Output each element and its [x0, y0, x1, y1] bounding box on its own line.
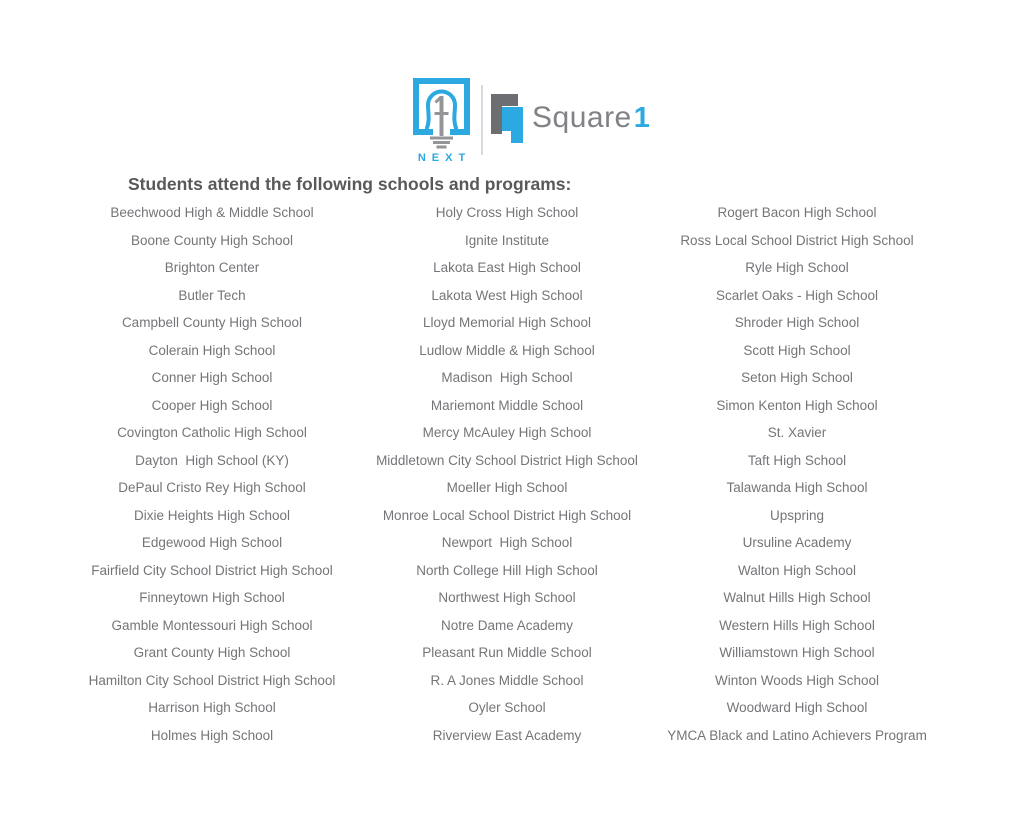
logo-divider: [481, 85, 483, 155]
school-item: Ignite Institute: [464, 232, 550, 248]
square1-icon-blue-part: [502, 107, 523, 143]
school-item: Butler Tech: [178, 287, 246, 303]
school-item: Beechwood High & Middle School: [110, 205, 314, 221]
school-item: Boone County High School: [130, 232, 294, 248]
school-item: Finneytown High School: [139, 590, 285, 606]
school-item: Seton High School: [741, 370, 853, 386]
school-item: Ursuline Academy: [742, 535, 852, 551]
numeral-one-base: [435, 112, 449, 115]
school-item: Scarlet Oaks - High School: [715, 287, 879, 303]
school-item: Covington Catholic High School: [117, 425, 307, 441]
school-item: Riverview East Academy: [432, 727, 582, 743]
school-item: Gamble Montessouri High School: [111, 617, 313, 633]
school-item: St. Xavier: [767, 425, 827, 441]
school-item: Scott High School: [743, 342, 851, 358]
school-item: Brighton Center: [164, 260, 260, 276]
school-item: Monroe Local School District High School: [382, 507, 632, 523]
school-item: Oyler School: [468, 700, 546, 716]
school-item: R. A Jones Middle School: [430, 672, 584, 688]
square1-icon: [491, 94, 523, 143]
school-item: Mercy McAuley High School: [422, 425, 592, 441]
school-item: Pleasant Run Middle School: [422, 645, 592, 661]
screw-thread-2: [433, 141, 450, 144]
school-item: DePaul Cristo Rey High School: [118, 480, 306, 496]
square1-logo: [491, 93, 650, 143]
school-item: Middletown City School District High School: [376, 452, 638, 468]
school-item: Rogert Bacon High School: [717, 205, 877, 221]
school-item: Harrison High School: [148, 700, 276, 716]
school-item: Winton Woods High School: [714, 672, 880, 688]
logo-row: [413, 78, 650, 164]
school-item: Ryle High School: [745, 260, 849, 276]
school-item: Talawanda High School: [726, 480, 868, 496]
square1-wordmark: Square: [532, 101, 632, 134]
school-item: Colerain High School: [148, 342, 276, 358]
school-item: Walnut Hills High School: [723, 590, 871, 606]
school-item: Ludlow Middle & High School: [419, 342, 595, 358]
school-item: Woodward High School: [726, 700, 868, 716]
school-item: Holmes High School: [150, 727, 274, 743]
screw-thread-3: [437, 146, 447, 149]
school-item: Taft High School: [747, 452, 847, 468]
school-item: Western Hills High School: [719, 617, 875, 633]
school-item: Williamstown High School: [719, 645, 875, 661]
school-item: Dixie Heights High School: [133, 507, 291, 523]
school-item: North College Hill High School: [416, 562, 598, 578]
school-item: Fairfield City School District High School: [91, 562, 333, 578]
school-item: Shroder High School: [734, 315, 860, 331]
page-title: Students attend the following schools and programs:: [128, 174, 572, 194]
school-item: Notre Dame Academy: [440, 617, 574, 633]
school-item: Walton High School: [737, 562, 857, 578]
next-lightbulb-icon: [413, 78, 470, 150]
school-item: Lakota East High School: [433, 260, 581, 276]
school-item: Dayton High School (KY): [135, 452, 289, 468]
next-logo: [413, 78, 470, 164]
school-item: Simon Kenton High School: [716, 397, 878, 413]
school-item: Conner High School: [151, 370, 273, 386]
school-item: Moeller High School: [446, 480, 568, 496]
school-item: Holy Cross High School: [435, 205, 579, 221]
school-item: Madison High School: [441, 370, 573, 386]
school-item: Hamilton City School District High School: [88, 672, 336, 688]
school-item: Upspring: [769, 507, 825, 523]
school-item: Mariemont Middle School: [430, 397, 584, 413]
school-item: YMCA Black and Latino Achievers Program: [667, 727, 927, 743]
numeral-one-stem: [440, 96, 444, 136]
school-item: Northwest High School: [438, 590, 576, 606]
school-item: Lloyd Memorial High School: [422, 315, 592, 331]
school-item: Campbell County High School: [121, 315, 303, 331]
next-wordmark: NEXT: [417, 152, 472, 164]
square1-one-mark: 1: [633, 101, 650, 134]
school-item: Cooper High School: [151, 397, 273, 413]
school-item: Ross Local School District High School: [680, 232, 914, 248]
school-item: Lakota West High School: [431, 287, 583, 303]
school-item: Grant County High School: [133, 645, 291, 661]
screw-thread-1: [430, 137, 453, 140]
school-item: Edgewood High School: [141, 535, 283, 551]
school-item: Newport High School: [441, 535, 573, 551]
schools-list: [62, 199, 942, 749]
